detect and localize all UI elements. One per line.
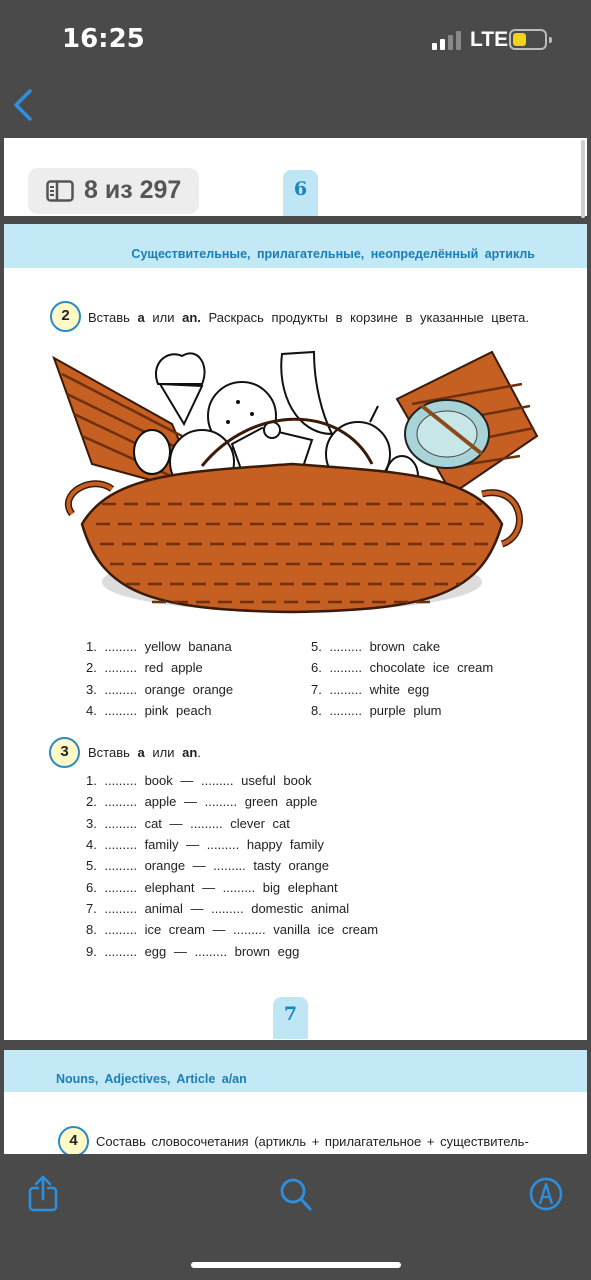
markup-button[interactable] <box>528 1174 564 1214</box>
page-header-title: Nouns, Adjectives, Article a/an <box>56 1072 247 1086</box>
list-item: 6. ......... elephant — ......... big elephant <box>86 880 338 895</box>
exercise-number-4: 4 <box>58 1126 89 1154</box>
chevron-left-icon <box>10 86 40 124</box>
list-item: 7. ......... white egg <box>311 682 430 697</box>
share-button[interactable] <box>25 1174 61 1214</box>
page-number-badge: 6 <box>283 170 318 216</box>
page-counter-label: 8 из 297 <box>84 176 182 204</box>
exercise-3-instruction: Вставь a или an. <box>88 745 201 760</box>
exercise-4-instruction: Составь словосочетания (артикль + прилагательное + существитель- <box>96 1134 529 1149</box>
list-item: 9. ......... egg — ......... brown egg <box>86 944 300 959</box>
page-number-badge: 7 <box>273 997 308 1039</box>
list-item: 8. ......... ice cream — ......... vanilla ice cream <box>86 922 379 937</box>
list-item: 4. ......... family — ......... happy family <box>86 837 324 852</box>
search-button[interactable] <box>278 1174 314 1214</box>
page-header-title: Существительные, прилагательные, неопределённый артикль <box>131 247 535 261</box>
home-indicator[interactable] <box>191 1262 401 1268</box>
exercise-number-3: 3 <box>49 737 80 768</box>
scrollbar[interactable] <box>581 140 585 218</box>
status-bar <box>0 0 591 80</box>
page-header-band <box>4 1050 587 1092</box>
list-item: 3. ......... orange orange <box>86 682 234 697</box>
list-item: 1. ......... book — ......... useful book <box>86 773 312 788</box>
back-button[interactable] <box>10 86 40 124</box>
list-item: 1. ......... yellow banana <box>86 639 232 654</box>
list-item: 6. ......... chocolate ice cream <box>311 660 494 675</box>
list-item: 5. ......... orange — ......... tasty orange <box>86 858 329 873</box>
search-icon <box>278 1174 314 1214</box>
list-item: 4. ......... pink peach <box>86 703 212 718</box>
exercise-number-2: 2 <box>50 301 81 332</box>
picnic-basket-illustration <box>52 344 542 624</box>
share-icon <box>25 1174 61 1214</box>
battery-icon <box>509 29 547 50</box>
exercise-2-instruction: Вставь a или an. Раскрась продукты в корзине в указанные цвета. <box>88 310 529 325</box>
textbook-page <box>4 224 587 1040</box>
page-header-band <box>4 224 587 268</box>
pen-markup-icon <box>528 1174 564 1214</box>
list-item: 5. ......... brown cake <box>311 639 441 654</box>
list-item: 3. ......... cat — ......... clever cat <box>86 816 290 831</box>
status-time: 16:25 <box>62 24 145 54</box>
page-counter-button[interactable] <box>28 168 199 214</box>
book-pages-icon <box>46 180 74 202</box>
next-page-top <box>4 1050 587 1154</box>
list-item: 2. ......... red apple <box>86 660 203 675</box>
list-item: 8. ......... purple plum <box>311 703 442 718</box>
list-item: 2. ......... apple — ......... green apple <box>86 794 318 809</box>
network-type: LTE <box>470 28 509 51</box>
cellular-signal-icon <box>432 30 462 50</box>
list-item: 7. ......... animal — ......... domestic animal <box>86 901 350 916</box>
